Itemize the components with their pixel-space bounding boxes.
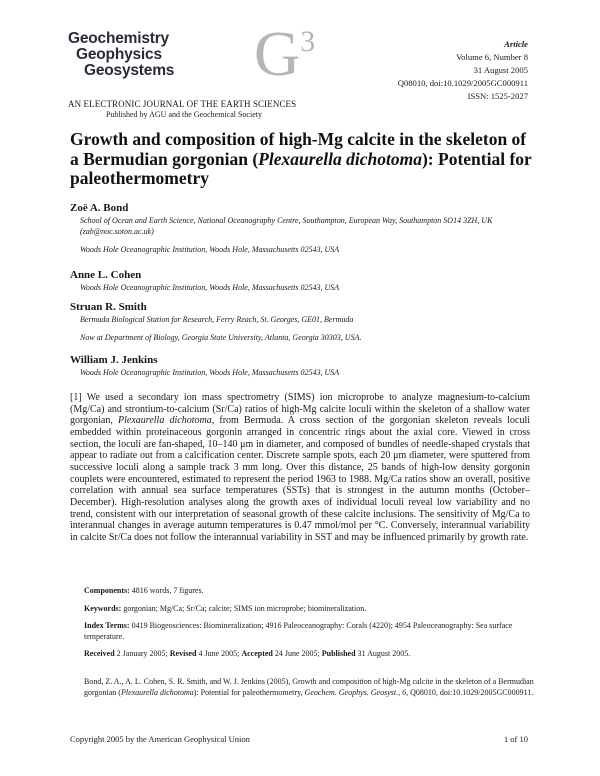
citation: Bond, Z. A., A. L. Cohen, S. R. Smith, and W. J. Jenkins (2005), Growth and composition of high-Mg calcite in the skeleton of a Bermudian gorgonian (Plexaurella dichotoma): Potential for paleothermometry, Geochem. Geophys. Geosyst., 6, Q08010, doi:10.1029/2005GC000911. bbox=[84, 677, 534, 697]
g3-logo-mark bbox=[254, 18, 316, 89]
species-name: Plexaurella dichotoma bbox=[118, 415, 212, 427]
author-affiliation: School of Ocean and Earth Science, National Oceanography Centre, Southampton, European Way, Southampton SO14 3ZH, UK (zab@noc.soton.ac.uk) bbox=[80, 216, 493, 236]
author-affiliation: Now at Department of Biology, Georgia State University, Atlanta, Georgia 30303, USA. bbox=[80, 333, 362, 342]
author-block bbox=[70, 268, 540, 293]
author-affiliation: Woods Hole Oceanographic Institution, Woods Hole, Massachusetts 02543, USA bbox=[80, 368, 340, 377]
keywords-line: Keywords: gorgonian; Mg/Ca; Sr/Ca; calcite; SIMS ion microprobe; biomineralization. bbox=[84, 604, 367, 613]
abstract: [1] We used a secondary ion mass spectrometry (SIMS) ion microprobe to analyze magnesium-to-calcium (Mg/Ca) and strontium-to-calcium (Sr/Ca) ratios of high-Mg calcite loculi within the skeleton of a shallow water gorgonian, Plexaurella dichotoma, from Bermuda. A cross section of the gorgonian skeleton reveals loculi embedded within proteinaceous gorgonin arranged in concentric rings about the axial core. Viewed in cross section, the loculi are fan-shaped, 10–140 μm in diameter, and composed of bundles of needle-shaped crystals that appear to radiate out from a calcification center. Discrete sample spots, each 20 μm diameter, were sputtered from successive loculi along a sample track 3 mm long. Over this distance, 25 bands of high-low density gorgonin couplets were encountered, estimated to represent the period 1963 to 1988. Mg/Ca ratios show an overall, positive correlation with annual sea surface temperatures (SSTs) that is strongest in the autumn months (October–December). High-resolution analyses along the growth axes of individual loculi reveal low variability and no trend, consistent with our interpretation of seasonal growth of these calcite inclusions. The sensitivity of Mg/Ca to interannual changes in average autumn temperatures is 0.47 mmol/mol per °C. Conversely, interannual variability in calcite Sr/Ca does not follow the interannual variability in SST and may be influenced primarily by growth rate. bbox=[70, 392, 530, 543]
journal-abbrev: Geochem. Geophys. Geosyst., 6, bbox=[304, 688, 409, 697]
author-name: Struan R. Smith bbox=[70, 301, 147, 313]
logo-mark-superscript: 3 bbox=[300, 25, 316, 58]
author-block bbox=[70, 201, 540, 255]
journal-tagline: AN ELECTRONIC JOURNAL OF THE EARTH SCIENCES bbox=[68, 99, 297, 109]
author-name: Zoë A. Bond bbox=[70, 202, 129, 214]
components-line: Components: 4816 words, 7 figures. bbox=[84, 586, 204, 595]
logo-line-geochemistry: Geochemistry bbox=[68, 30, 169, 47]
paragraph-marker: [1] bbox=[70, 392, 82, 403]
author-name: William J. Jenkins bbox=[70, 354, 158, 366]
received-line: Received 2 January 2005; Revised 4 June 2005; Accepted 24 June 2005; Published 31 August 2005. bbox=[84, 649, 411, 658]
journal-logo bbox=[68, 18, 316, 108]
index-terms-line: Index Terms: 0419 Biogeosciences: Biomineralization; 4916 Paleoceanography: Corals (4220); 4954 Paleoceanography: Sea surface temperature. bbox=[84, 621, 513, 641]
author-affiliation: Woods Hole Oceanographic Institution, Woods Hole, Massachusetts 02543, USA bbox=[80, 245, 340, 254]
article-doi: Q08010, doi:10.1029/2005GC000911 bbox=[397, 78, 528, 88]
logo-line-geophysics: Geophysics bbox=[76, 46, 162, 63]
page-number: 1 of 10 bbox=[503, 734, 528, 744]
author-block bbox=[70, 300, 540, 343]
author-block bbox=[70, 353, 540, 378]
author-affiliation: Bermuda Biological Station for Research, Ferry Reach, St. Georges, GE01, Bermuda bbox=[80, 315, 354, 324]
species-name: Plexaurella dichotoma bbox=[258, 148, 422, 169]
author-affiliation: Woods Hole Oceanographic Institution, Woods Hole, Massachusetts 02543, USA bbox=[80, 283, 340, 292]
article-meta bbox=[398, 38, 528, 103]
logo-line-geosystems: Geosystems bbox=[84, 62, 175, 79]
publication-date: 31 August 2005 bbox=[473, 65, 528, 75]
volume-number: Volume 6, Number 8 bbox=[456, 52, 528, 62]
issn: ISSN: 1525-2027 bbox=[467, 91, 528, 101]
author-name: Anne L. Cohen bbox=[70, 269, 142, 281]
species-name: Plexaurella dichotoma bbox=[120, 688, 194, 697]
article-title: Growth and composition of high-Mg calcite in the skeleton of a Bermudian gorgonian (Plexaurella dichotoma): Potential for paleothermometry bbox=[70, 129, 532, 188]
article-type: Article bbox=[504, 39, 528, 49]
publisher-line: Published by AGU and the Geochemical Society bbox=[106, 110, 262, 119]
logo-mark-letter: G bbox=[254, 18, 301, 89]
copyright-notice: Copyright 2005 by the American Geophysical Union bbox=[70, 734, 250, 744]
